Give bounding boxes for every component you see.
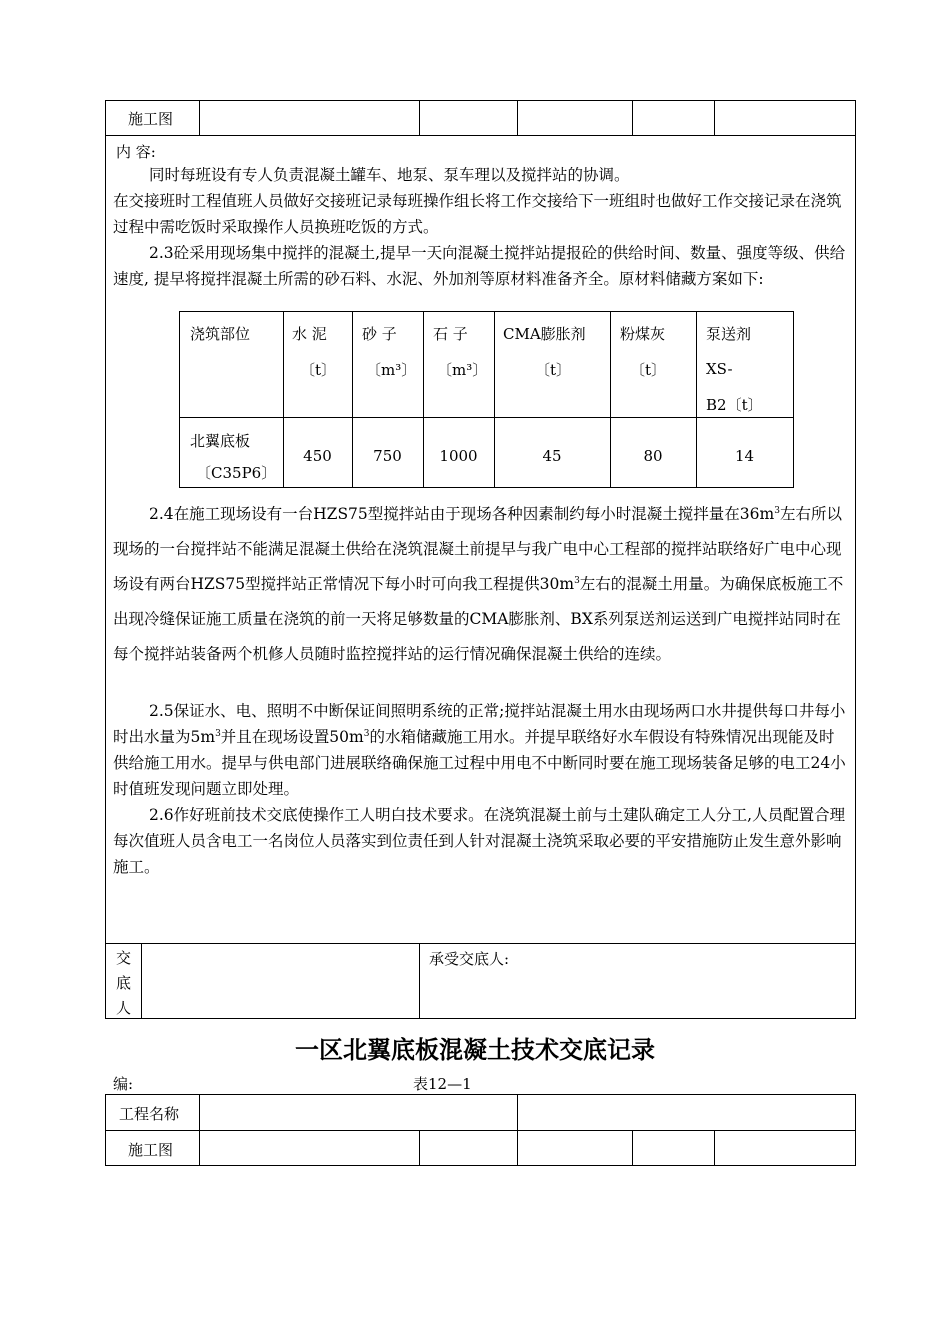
superscript: 3: [574, 575, 580, 586]
value-sand: 750: [373, 447, 402, 465]
row-part: 北翼底板: [190, 432, 251, 450]
drawing-label: 施工图: [128, 110, 174, 128]
header-pump-agent-unit: XS-: [706, 360, 733, 378]
paragraph-2-4-part1: 2.4在施工现场设有一台HZS75型搅拌站由于现场各种因素制约每小时混凝土搅拌量在36m: [149, 505, 775, 523]
content-text-lower: [113, 698, 848, 880]
superscript: 3: [215, 728, 221, 739]
paragraph-coordination: 同时每班设有专人负责混凝土罐车、地泵、泵车理以及搅拌站的协调。: [149, 166, 630, 184]
header-pump-agent-unit-2: B2〔t〕: [706, 396, 763, 414]
content-text-upper: [113, 162, 848, 292]
project-name-label: 工程名称: [119, 1105, 180, 1123]
value-cement: 450: [303, 447, 332, 465]
page-title: 一区北翼底板混凝土技术交底记录: [295, 1036, 655, 1064]
paragraph-2-4-part2: 左右所以现场的一台搅拌站不能满足混凝土供给在浇筑混凝土前提早与我广电中心工程部的搅拌站联络好广电中心现场设有两台HZS75型搅拌站正常情况下每小时可向我工程提供30m: [113, 505, 842, 593]
drawing-label-bottom: 施工图: [128, 1141, 174, 1159]
header-sand-unit: 〔m³〕: [366, 361, 417, 379]
value-pump-agent: 14: [734, 447, 755, 465]
giver-char-2: 底: [116, 974, 132, 992]
paragraph-2-4-part3: 左右的混凝土用量。为确保底板施工不出现冷缝保证施工质量在浇筑的前一天将足够数量的CMA膨胀剂、BX系列泵送剂运送到广电搅拌站同时在每个搅拌站装备两个机修人员随时监控搅拌站的运行情况确保混凝土供给的连续。: [113, 575, 844, 663]
paragraph-2-5-part3: 的水箱储藏施工用水。并提早联络好水车假设有特殊情况出现能及时供给施工用水。提早与供电部门进展联络确保施工过程中用电不中断同时要在施工现场装备足够的电工24小时值班发现问题立即处理。: [113, 728, 846, 798]
header-cma: CMA膨胀剂: [503, 325, 586, 343]
header-cement: 水 泥: [292, 325, 327, 343]
value-gravel: 1000: [439, 447, 478, 465]
header-gravel: 石 子: [433, 325, 468, 343]
row-grade: 〔C35P6〕: [196, 464, 277, 482]
header-sand: 砂 子: [362, 325, 397, 343]
bian-label: 编:: [113, 1075, 134, 1093]
paragraph-2-5-part2: 并且在现场设置50m: [220, 728, 364, 746]
paragraph-2-5-part1: 2.5保证水、电、照明不中断保证间照明系统的正常;搅拌站混凝土用水由现场两口水井提供每口井每小时出水量为5m: [113, 702, 846, 746]
value-flyash: 80: [643, 447, 663, 465]
header-cma-unit: 〔t〕: [535, 361, 572, 379]
paragraph-2-6: 2.6作好班前技术交底使操作工人明白技术要求。在浇筑混凝土前与土建队确定工人分工,人员配置合理每次值班人员含电工一名岗位人员落实到位责任到人针对混凝土浇筑采取必要的平安措施防止发生意外影响施工。: [113, 806, 846, 876]
superscript: 3: [363, 728, 370, 739]
paragraph-2-3: 2.3砼采用现场集中搅拌的混凝土,提早一天向混凝土搅拌站提报砼的供给时间、数量、强度等级、供给速度, 提早将搅拌混凝土所需的砂石料、水泥、外加剂等原材料准备齐全。原材料储藏方案如下:: [113, 244, 846, 288]
paragraph-handover: 在交接班时工程值班人员做好交接班记录每班操作组长将工作交接给下一班组时也做好工作交接记录在浇筑过程中需吃饭时采取操作人员换班吃饭的方式。: [113, 192, 842, 236]
header-gravel-unit: 〔m³〕: [437, 361, 488, 379]
header-cement-unit: 〔t〕: [300, 361, 337, 379]
superscript: 3: [774, 505, 780, 516]
receiver-label: 承受交底人:: [429, 950, 510, 968]
paragraph-2-4: [113, 497, 848, 672]
content-label: 内 容:: [116, 143, 156, 161]
header-flyash-unit: 〔t〕: [630, 361, 667, 379]
giver-char-1: 交: [116, 949, 132, 967]
paragraph-2-5: [113, 698, 848, 802]
giver-char-3: 人: [116, 999, 132, 1017]
header-pump-agent: 泵送剂: [706, 325, 752, 343]
content-text-2-4: [113, 497, 848, 672]
value-cma: 45: [542, 447, 562, 465]
header-flyash: 粉煤灰: [620, 325, 666, 343]
header-pour-location: 浇筑部位: [190, 325, 251, 343]
table-number: 表12—1: [413, 1075, 472, 1093]
